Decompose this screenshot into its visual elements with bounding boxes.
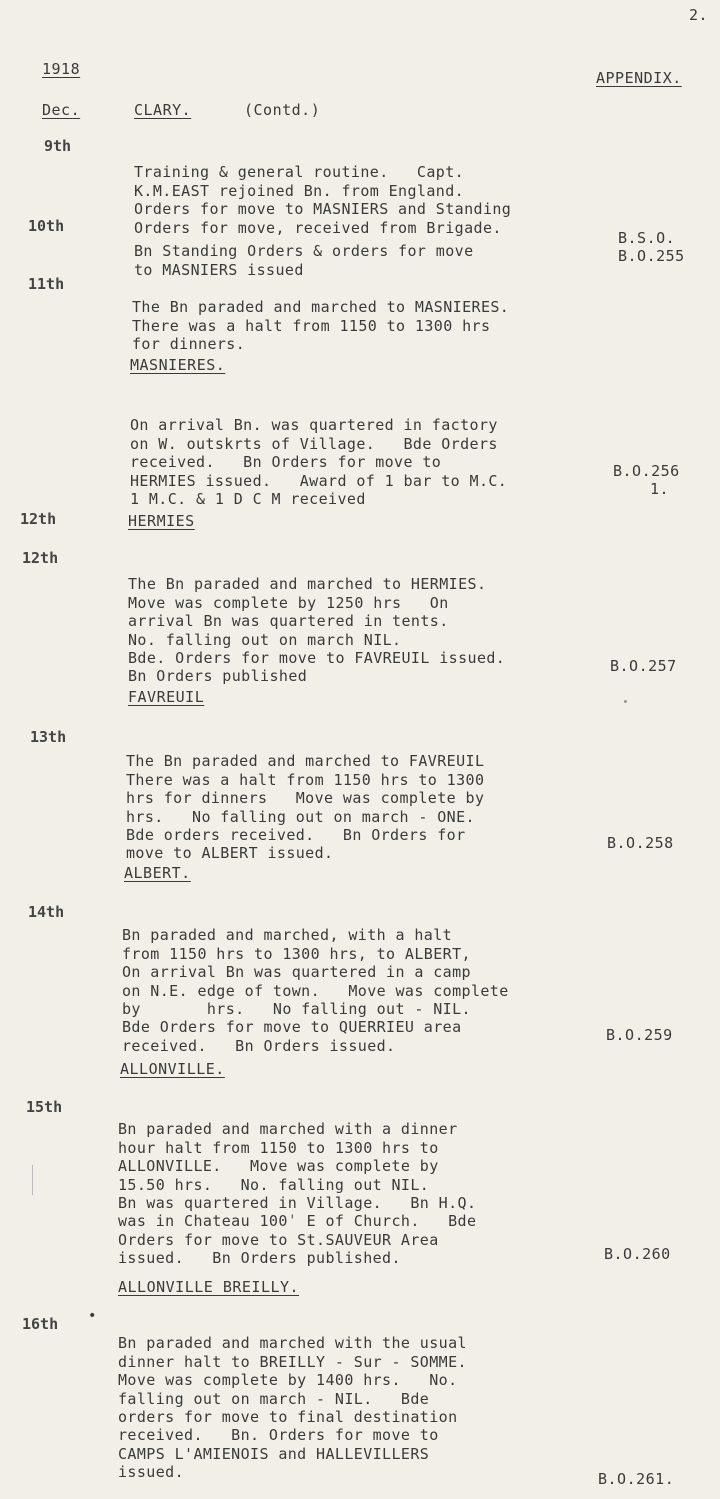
dot-mark: • [88,1308,97,1324]
ref-bo-255: B.O.255 [618,247,685,265]
faint-date: 12th [20,510,57,528]
ref-footnote-1: 1. [650,480,670,498]
favreuil-text [126,734,484,863]
hermies-text [128,557,505,686]
text-line: Bde orders received. Bn Orders for [126,826,466,845]
appendix-label: APPENDIX. [596,69,682,87]
margin-mark [32,1165,33,1195]
entry-date-15th: 15th [26,1098,63,1116]
ref-bo-258: B.O.258 [607,834,674,852]
heading-allonville: ALLONVILLE. [120,1060,225,1078]
ref-bo-261: B.O.261. [598,1470,675,1488]
text-line: ALLONVILLE. Move was complete by [118,1157,439,1176]
text-line: received. Bn Orders for move to [130,453,442,472]
ref-bo-257: B.O.257 [610,657,677,675]
text-line: on W. outskrts of Village. Bde Orders [130,434,498,453]
ref-bo-259: B.O.259 [606,1026,673,1044]
entry-date-14th: 14th [28,903,65,921]
text-line: Training & general routine. Capt. [134,163,465,182]
text-line: K.M.EAST rejoined Bn. from England. [134,181,465,200]
text-line: hrs. No falling out on march - ONE. [126,807,475,826]
heading-allonville-breilly: ALLONVILLE BREILLY. [118,1278,300,1296]
entry-date-12th: 12th [22,549,59,567]
entry-date-9th: 9th [44,137,72,155]
contd-label: (Contd.) [244,101,321,119]
text-line: Move was complete by 1250 hrs On [128,593,449,612]
text-line: Bn paraded and marched with the usual [118,1334,467,1353]
text-line: Orders for move to MASNIERS and Standing [134,200,512,219]
text-line: for dinners. [132,335,246,354]
masnieres-text [130,398,507,508]
text-line: by hrs. No falling out - NIL. [122,1000,471,1019]
breilly-text [118,1316,467,1482]
text-line: Bn Standing Orders & orders for move [134,242,474,261]
page-number: 2. [689,6,709,24]
text-line: received. Bn. Orders for move to [118,1426,439,1445]
text-line: On arrival Bn. was quartered in factory [130,416,498,435]
entry-date-16th: 16th [22,1315,59,1333]
text-line: Bn paraded and marched with a dinner [118,1120,458,1139]
text-line: On arrival Bn was quartered in a camp [122,963,471,982]
heading-albert: ALBERT. [124,864,191,882]
text-line: The Bn paraded and marched to MASNIERES. [132,298,510,317]
entry-11th-text [132,280,509,354]
text-line: Bde. Orders for move to FAVREUIL issued. [128,649,506,668]
allonville-text [118,1102,476,1268]
ref-bo-256: B.O.256 [613,462,680,480]
ref-bso: B.S.O. [618,229,676,247]
text-line: Bn Orders published [128,667,308,686]
text-line: issued. Bn Orders published. [118,1249,401,1268]
text-line: Orders for move to St.SAUVEUR Area [118,1230,439,1249]
text-line: arrival Bn was quartered in tents. [128,612,449,631]
ref-bo-260: B.O.260 [604,1245,671,1263]
text-line: on N.E. edge of town. Move was complete [122,981,509,1000]
text-line: Bn was quartered in Village. Bn H.Q. [118,1194,477,1213]
text-line: Bn paraded and marched, with a halt [122,926,453,945]
heading-hermies: HERMIES [128,512,195,530]
year: 1918 [42,60,81,78]
entry-10th-text [134,224,474,279]
text-line: HERMIES issued. Award of 1 bar to M.C. [130,471,508,490]
heading-masnieres: MASNIERES. [130,356,226,374]
text-line: dinner halt to BREILLY - Sur - SOMME. [118,1352,467,1371]
albert-text [122,908,509,1055]
text-line: 1 M.C. & 1 D C M received [130,490,366,509]
text-line: received. Bn Orders issued. [122,1036,396,1055]
text-line: hour halt from 1150 to 1300 hrs to [118,1138,439,1157]
entry-date-10th: 10th [28,217,65,235]
text-line: falling out on march - NIL. Bde [118,1389,430,1408]
text-line: issued. [118,1463,185,1482]
text-line: was in Chateau 100ˈ E of Church. Bde [118,1212,477,1231]
text-line: to MASNIERS issued [134,260,304,279]
text-line: The Bn paraded and marched to HERMIES. [128,575,487,594]
entry-date-13th: 13th [30,728,67,746]
text-line: hrs for dinners Move was complete by [126,789,485,808]
location-clary: CLARY. [134,101,192,119]
text-line: The Bn paraded and marched to FAVREUIL [126,752,485,771]
heading-favreuil: FAVREUIL [128,688,205,706]
text-line: Move was complete by 1400 hrs. No. [118,1371,458,1390]
text-line: from 1150 hrs to 1300 hrs, to ALBERT, [122,944,471,963]
text-line: CAMPS L'AMIENOIS and HALLEVILLERS [118,1444,430,1463]
ink-dot [624,700,627,703]
text-line: orders for move to final destination [118,1408,458,1427]
text-line: move to ALBERT issued. [126,844,334,863]
text-line: Bde Orders for move to QUERRIEU area [122,1018,462,1037]
entry-date-11th: 11th [28,275,65,293]
text-line: 15.50 hrs. No. falling out NIL. [118,1175,430,1194]
month: Dec. [42,101,81,119]
text-line: Orders for move, received from Brigade. [134,218,502,237]
text-line: No. falling out on march NIL. [128,630,402,649]
text-line: There was a halt from 1150 hrs to 1300 [126,770,485,789]
text-line: There was a halt from 1150 to 1300 hrs [132,316,491,335]
